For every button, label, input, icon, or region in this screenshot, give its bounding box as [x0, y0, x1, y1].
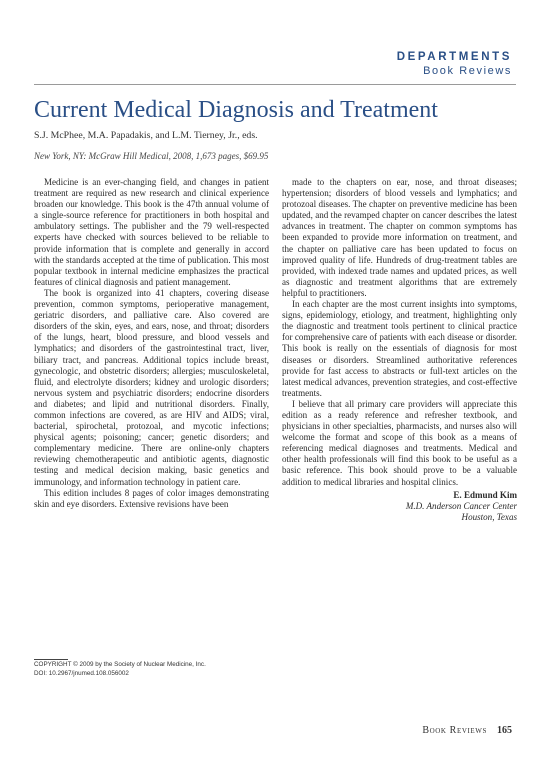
book-authors: S.J. McPhee, M.A. Papadakis, and L.M. Tierney, Jr., eds.: [34, 130, 258, 141]
department-label: DEPARTMENTS: [396, 51, 512, 63]
reviewer-signature: [282, 490, 517, 523]
page-number: 165: [497, 725, 512, 736]
department-header: [397, 50, 512, 78]
left-column: [34, 177, 269, 510]
header-divider: [34, 84, 516, 85]
reviewer-affiliation: M.D. Anderson Cancer Center: [405, 500, 517, 511]
paragraph: Medicine is an ever-changing field, and changes in patient treatment are required as new research and clinical experience broaden our knowledge. This book is the 47th annual volume of a single-source reference for practitioners in both hospital and ambulatory settings. The publisher and the 79 well-respected experts have checked with sources believed to be reliable to provide information that is complete and generally in accord with the standards accepted at the time of publication. This most popular textbook in internal medicine emphasizes the practical features of clinical diagnosis and patient management.: [34, 177, 269, 287]
paragraph: This edition includes 8 pages of color images demonstrating skin and eye disorders. Extensive revisions have been: [34, 487, 269, 509]
review-title: Current Medical Diagnosis and Treatment: [34, 97, 438, 123]
footer-section-label: Book Reviews: [422, 725, 487, 736]
reviewer-location: Houston, Texas: [461, 511, 517, 522]
page-footer: [422, 725, 512, 736]
footnote: [34, 661, 206, 678]
reviewer-name: E. Edmund Kim: [453, 489, 517, 500]
footnote-divider: [34, 659, 68, 660]
doi-line: DOI: 10.2967/jnumed.108.056002: [34, 669, 129, 677]
right-column: [282, 177, 517, 523]
section-label: Book Reviews: [423, 65, 512, 77]
publication-info: New York, NY: McGraw Hill Medical, 2008, 1,673 pages, $69.95: [34, 151, 269, 161]
paragraph: The book is organized into 41 chapters, covering disease prevention, common symptoms, perioperative management, geriatric disorders, and palliative care. Also covered are disorders of the skin, eyes, and ears, nose, and throat; disorders of the lungs, heart, blood pressure, and blood vessels and lymphatics; and disorders of the gastrointestinal tract, liver, biliary tract, and pancreas. Additional topics include breast, gynecologic, and obstetric disorders; allergies; musculoskeletal, fluid, and electrolyte disorders; kidney and urologic disorders; nervous system and psychiatric disorders; endocrine disorders and diabetes; and lipid and nutritional disorders. Finally, common infections are covered, as are HIV and AIDS; viral, bacterial, spirochetal, protozoal, and mycotic infections; physical agents; poisoning; cancer; genetic disorders; and complementary medicine. There are online-only chapters reviewing chemotherapeutic and antibiotic agents, diagnostic testing and medical decision making, basic genetics and immunology, and information technology in patient care.: [34, 287, 269, 487]
copyright-line: COPYRIGHT © 2009 by the Society of Nuclear Medicine, Inc.: [34, 661, 206, 668]
paragraph: In each chapter are the most current insights into symptoms, signs, epidemiology, etiology, and treatment, highlighting only the diagnostic and treatment tools pertinent to clinical practice for comprehensive care of patients with each disease or disorder. This book is really on the essentials of diagnosis for most diseases or disorders. Streamlined authoritative references provide for fast access to abstracts or full-text articles on the latest medical advances, prevention strategies, and cost-effective treatments.: [282, 299, 517, 398]
paragraph: made to the chapters on ear, nose, and throat diseases; hypertension; disorders of blood vessels and lymphatics; and protozoal diseases. The chapter on preventive medicine has been updated, and the revamped chapter on cancer describes the latest advances in treatment. The chapter on common symptoms has been expanded to provide more information on treatment, and the chapter on palliative care has been updated to focus on improved quality of life. Hundreds of drug-treatment tables are provided, with indexed trade names and updated prices, as well as diagnostic and treatment algorithms that are extremely helpful to practitioners.: [282, 177, 517, 298]
paragraph: I believe that all primary care providers will appreciate this edition as a ready reference and refresher textbook, and physicians in other specialties, pharmacists, and nurses also will welcome the format and scope of this book as a means of referencing medical diagnoses and treatments. Medical and other health professionals will find this book to be useful as a basic reference. This book should prove to be a valuable addition to medical libraries and hospital clinics.: [282, 398, 517, 487]
